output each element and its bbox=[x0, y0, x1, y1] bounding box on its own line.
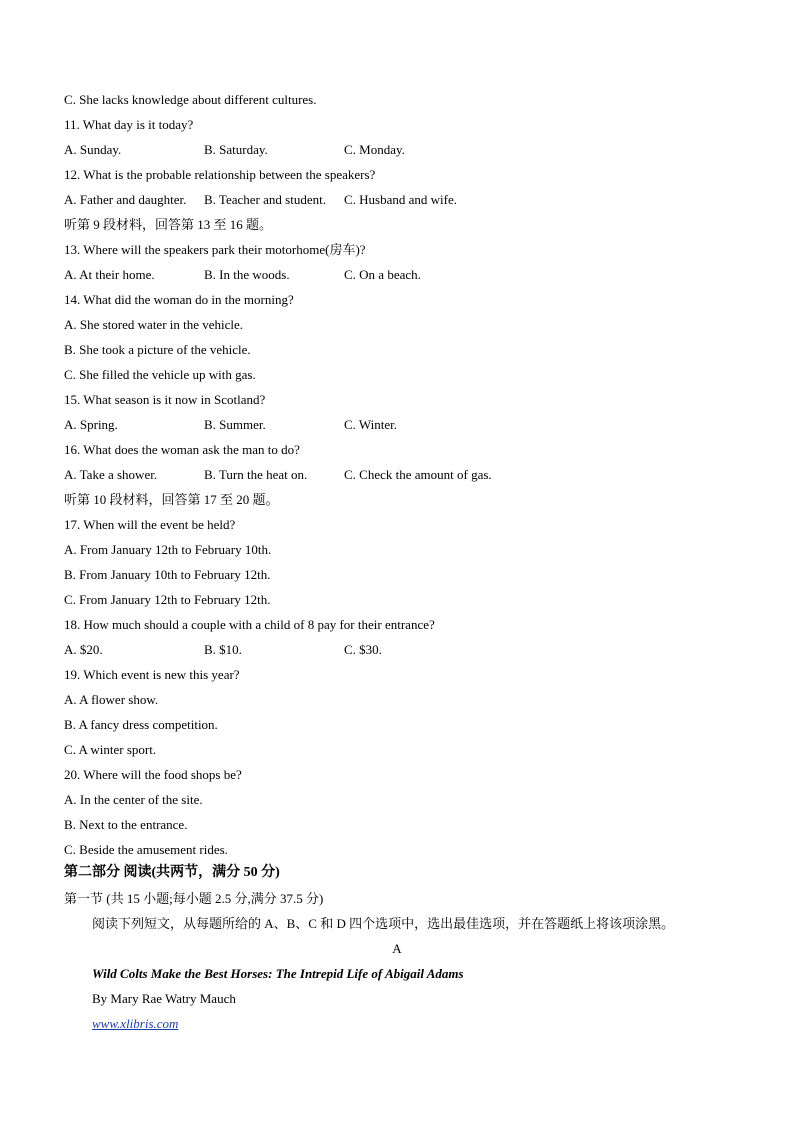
q11-option-c: C. Monday. bbox=[344, 142, 405, 157]
q18-option-c: C. $30. bbox=[344, 642, 382, 657]
q16-option-b: B. Turn the heat on. bbox=[204, 467, 308, 482]
q17-option-c: C. From January 12th to February 12th. bbox=[64, 592, 271, 607]
q13-question: 13. Where will the speakers park their motorhome(房车)? bbox=[64, 242, 366, 257]
website-link[interactable]: www.xlibris.com bbox=[92, 1016, 179, 1031]
q11-option-a: A. Sunday. bbox=[64, 142, 122, 157]
q20-option-c: C. Beside the amusement rides. bbox=[64, 842, 228, 857]
q14-option-b: B. She took a picture of the vehicle. bbox=[64, 342, 251, 357]
q18-question: 18. How much should a couple with a child of 8 pay for their entrance? bbox=[64, 617, 435, 632]
q16-option-a: A. Take a shower. bbox=[64, 467, 158, 482]
q12-question: 12. What is the probable relationship between the speakers? bbox=[64, 167, 376, 182]
q19-question: 19. Which event is new this year? bbox=[64, 667, 240, 682]
q19-option-c: C. A winter sport. bbox=[64, 742, 157, 757]
q19-option-a: A. A flower show. bbox=[64, 692, 159, 707]
section-one-heading: 第一节 (共 15 小题;每小题 2.5 分,满分 37.5 分) bbox=[64, 891, 324, 906]
passage-label: A bbox=[392, 941, 402, 956]
q11-question: 11. What day is it today? bbox=[64, 117, 194, 132]
q13-option-a: A. At their home. bbox=[64, 267, 155, 282]
q15-question: 15. What season is it now in Scotland? bbox=[64, 392, 266, 407]
q16-question: 16. What does the woman ask the man to do? bbox=[64, 442, 300, 457]
q14-question: 14. What did the woman do in the morning? bbox=[64, 292, 294, 307]
q15-option-a: A. Spring. bbox=[64, 417, 118, 432]
q14-option-a: A. She stored water in the vehicle. bbox=[64, 317, 244, 332]
q17-question: 17. When will the event be held? bbox=[64, 517, 236, 532]
q14-option-c: C. She filled the vehicle up with gas. bbox=[64, 367, 256, 382]
q10-option-c: C. She lacks knowledge about different cultures. bbox=[64, 92, 317, 107]
q20-option-b: B. Next to the entrance. bbox=[64, 817, 188, 832]
section-10-instruction: 听第 10 段材料，回答第 17 至 20 题。 bbox=[64, 492, 279, 507]
q12-option-a: A. Father and daughter. bbox=[64, 192, 187, 207]
q17-option-b: B. From January 10th to February 12th. bbox=[64, 567, 271, 582]
part-two-title: 第二部分 阅读(共两节，满分 50 分) bbox=[64, 865, 280, 880]
q15-option-c: C. Winter. bbox=[344, 417, 398, 432]
q16-option-c: C. Check the amount of gas. bbox=[344, 467, 492, 482]
q13-option-c: C. On a beach. bbox=[344, 267, 421, 282]
reading-instruction: 阅读下列短文，从每题所给的 A、B、C 和 D 四个选项中，选出最佳选项，并在答题纸上将该项涂黑。 bbox=[92, 916, 675, 931]
q19-option-b: B. A fancy dress competition. bbox=[64, 717, 218, 732]
q12-option-c: C. Husband and wife. bbox=[344, 192, 458, 207]
section-9-instruction: 听第 9 段材料，回答第 13 至 16 题。 bbox=[64, 217, 273, 232]
q20-question: 20. Where will the food shops be? bbox=[64, 767, 242, 782]
book-title: Wild Colts Make the Best Horses: The Intrepid Life of Abigail Adams bbox=[92, 966, 464, 981]
q20-option-a: A. In the center of the site. bbox=[64, 792, 203, 807]
q12-option-b: B. Teacher and student. bbox=[204, 192, 326, 207]
q17-option-a: A. From January 12th to February 10th. bbox=[64, 542, 272, 557]
q13-option-b: B. In the woods. bbox=[204, 267, 290, 282]
q11-option-b: B. Saturday. bbox=[204, 142, 268, 157]
q15-option-b: B. Summer. bbox=[204, 417, 266, 432]
q18-option-a: A. $20. bbox=[64, 642, 103, 657]
book-author: By Mary Rae Watry Mauch bbox=[92, 991, 236, 1006]
q18-option-b: B. $10. bbox=[204, 642, 242, 657]
